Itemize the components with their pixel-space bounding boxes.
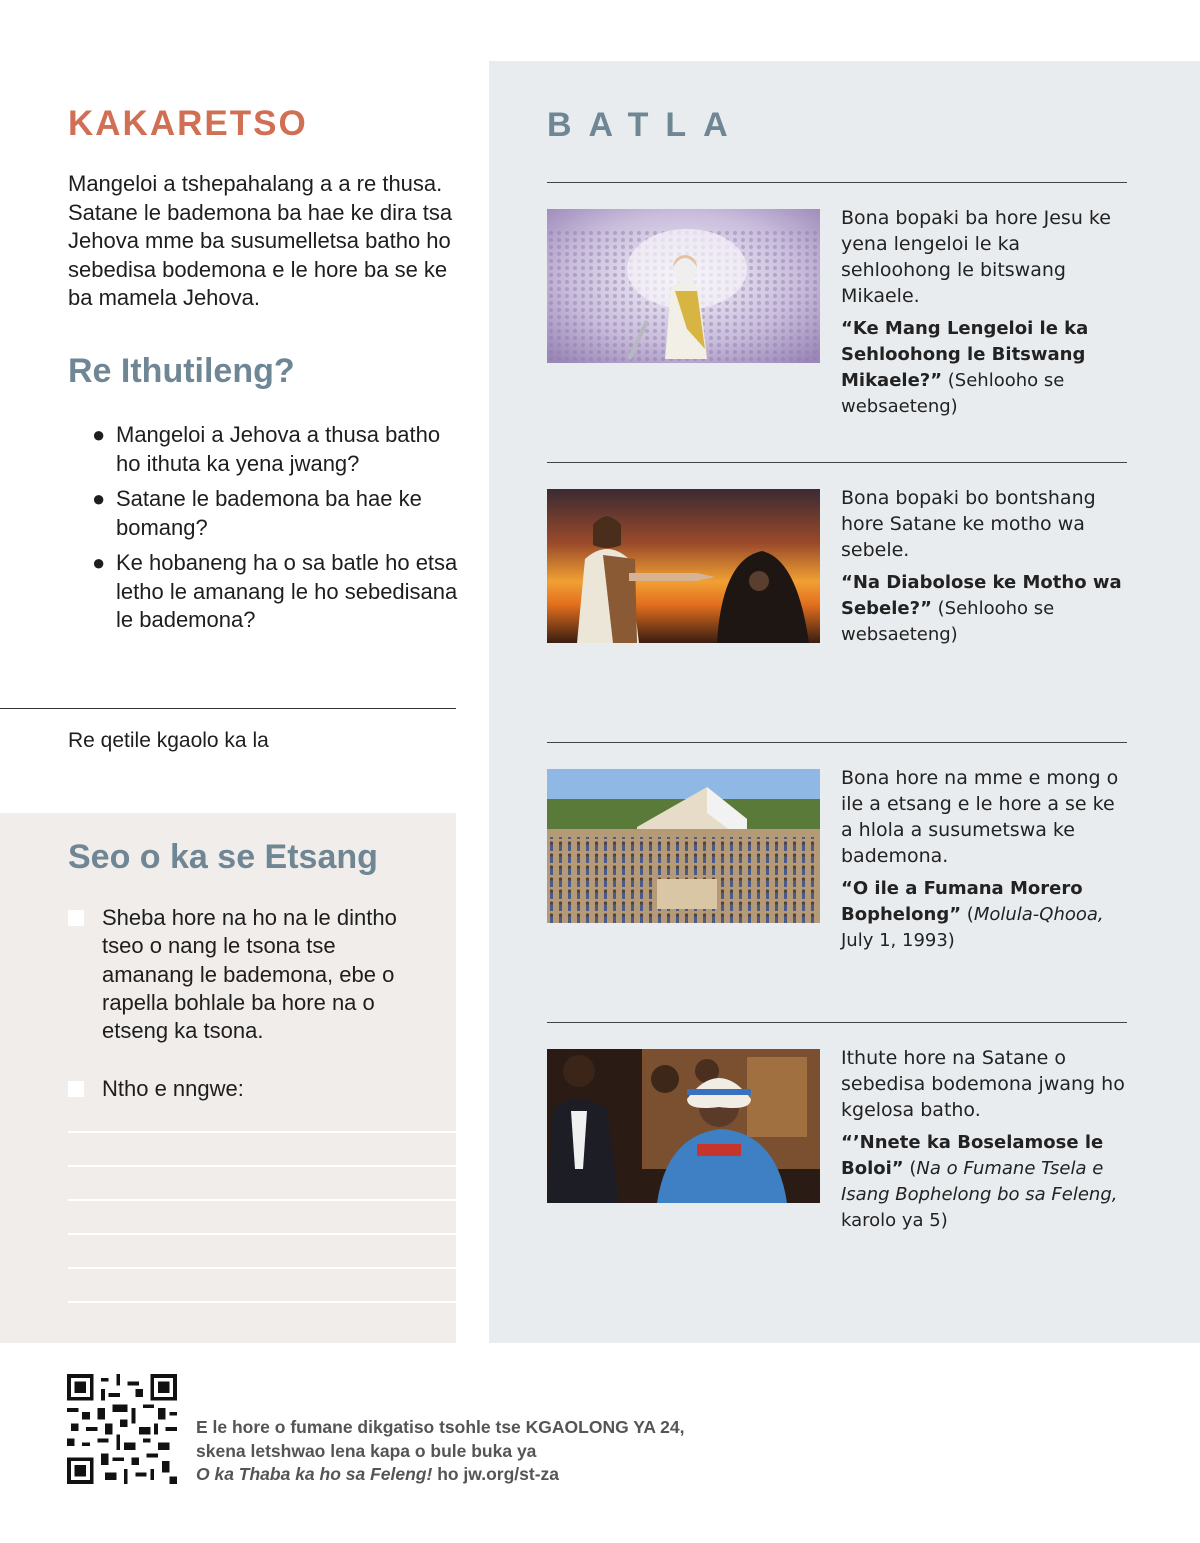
archangel-illustration: [547, 209, 820, 363]
entry-description: Bona bopaki ba hore Jesu ke yena lengeloi le ka sehloohong le bitswang Mikaele.: [841, 207, 1111, 307]
entry-reference[interactable]: [841, 316, 1126, 420]
reference-title[interactable]: “Na Diabolose ke Motho wa Sebele?”: [841, 572, 1122, 619]
footer-line: E le hore o fumane dikgatiso tsohle tse KGAOLONG YA 24,: [196, 1417, 685, 1437]
entry-description: Bona bopaki bo bontshang hore Satane ke motho wa sebele.: [841, 487, 1096, 561]
question-text: Mangeloi a Jehova a thusa batho ho ithuta ka yena jwang?: [116, 422, 441, 476]
divider: [547, 182, 1127, 183]
entry-description: Bona hore na mme e mong o ile a etsang e le hore a se ke a hlola a susumetswa ke bademona.: [841, 767, 1119, 867]
entry-description: Ithute hore na Satane o sebedisa bodemona jwang ho kgelosa batho.: [841, 1047, 1125, 1121]
divider: [547, 742, 1127, 743]
divider: [0, 708, 456, 709]
action-item-text: Ntho e nngwe:: [102, 1076, 244, 1101]
checkbox[interactable]: [68, 910, 84, 926]
qr-code[interactable]: [67, 1374, 177, 1484]
footer-note: [196, 1416, 685, 1487]
diviner-photo: [547, 1049, 820, 1203]
reference-title[interactable]: “O ile a Fumana Morero Bophelong”: [841, 878, 1083, 925]
resource-entry: [841, 1045, 1126, 1234]
jesus-satan-illustration: [547, 489, 820, 643]
list-item: [92, 421, 462, 478]
entry-reference[interactable]: “O ile a Fumana Morero Bophelong” (Molula-Qhooa, July 1, 1993): [841, 878, 1104, 951]
divider: [547, 462, 1127, 463]
question-text: Satane le bademona ba hae ke bomang?: [116, 486, 422, 540]
write-line[interactable]: [68, 1233, 456, 1235]
footer-link[interactable]: ho jw.org/st-za: [432, 1464, 560, 1484]
reference-source: (Sehlooho se websaeteng): [841, 370, 1065, 417]
entry-reference[interactable]: “’Nnete ka Boselamose le Boloi” (Na o Fumane Tsela e Isang Bophelong bo sa Feleng, karolo ya 5): [841, 1132, 1118, 1231]
book-title: O ka Thaba ka ho sa Feleng!: [196, 1464, 433, 1484]
footer-line: [196, 1463, 685, 1487]
entry-reference[interactable]: [841, 570, 1126, 648]
divider: [547, 1022, 1127, 1023]
resource-entry: [841, 485, 1126, 648]
summary-title: KAKARETSO: [68, 104, 308, 143]
reference-part: karolo ya 5): [841, 1210, 948, 1231]
review-date-label: Re qetile kgaolo ka la: [68, 729, 269, 752]
action-item[interactable]: [68, 1075, 428, 1103]
reference-title[interactable]: “’Nnete ka Boselamose le Boloi”: [841, 1132, 1104, 1179]
action-item[interactable]: [68, 904, 428, 1045]
action-title: Seo o ka se Etsang: [68, 838, 378, 876]
write-line[interactable]: [68, 1165, 456, 1167]
summary-text: Mangeloi a tshepahalang a a re thusa. Satane le bademona ba hae ke dira tsa Jehova mme ba susumelletsa batho ho sebedisa bodemona e le hore ba se ke ba mamela Jehova.: [68, 171, 453, 310]
action-item-text: Sheba hore na ho na le dintho tseo o nang le tsona tse amanang le bademona, ebe o rapella bohlale ba hore na o etseng ka tsona.: [102, 905, 397, 1044]
reference-date: July 1, 1993): [841, 930, 955, 951]
reference-title[interactable]: “Ke Mang Lengeloi le ka Sehloohong le Bitswang Mikaele?”: [841, 318, 1089, 391]
bullet-icon: ●: [92, 550, 106, 575]
bullet-icon: ●: [92, 486, 106, 511]
reference-publication: Molula-Qhooa,: [973, 904, 1104, 925]
learned-title: Re Ithutileng?: [68, 352, 295, 390]
write-line[interactable]: [68, 1131, 456, 1133]
checkbox[interactable]: [68, 1081, 84, 1097]
resource-entry: [841, 765, 1126, 954]
reference-publication: Na o Fumane Tsela e Isang Bophelong bo sa Feleng,: [841, 1158, 1118, 1205]
find-title: BATLA: [547, 106, 745, 144]
question-text: Ke hobaneng ha o sa batle ho etsa letho le amanang le ho sebedisana le bademona?: [116, 550, 458, 632]
footer-line: skena letshwao lena kapa o bule buka ya: [196, 1440, 537, 1461]
resource-entry: [841, 205, 1126, 420]
review-questions: [92, 421, 462, 642]
write-line[interactable]: [68, 1199, 456, 1201]
list-item: [92, 549, 462, 635]
building-construction-photo: [547, 769, 820, 923]
bullet-icon: ●: [92, 422, 106, 447]
reference-source: (Sehlooho se websaeteng): [841, 598, 1055, 645]
list-item: [92, 485, 462, 542]
write-line[interactable]: [68, 1267, 456, 1269]
write-line[interactable]: [68, 1301, 456, 1303]
